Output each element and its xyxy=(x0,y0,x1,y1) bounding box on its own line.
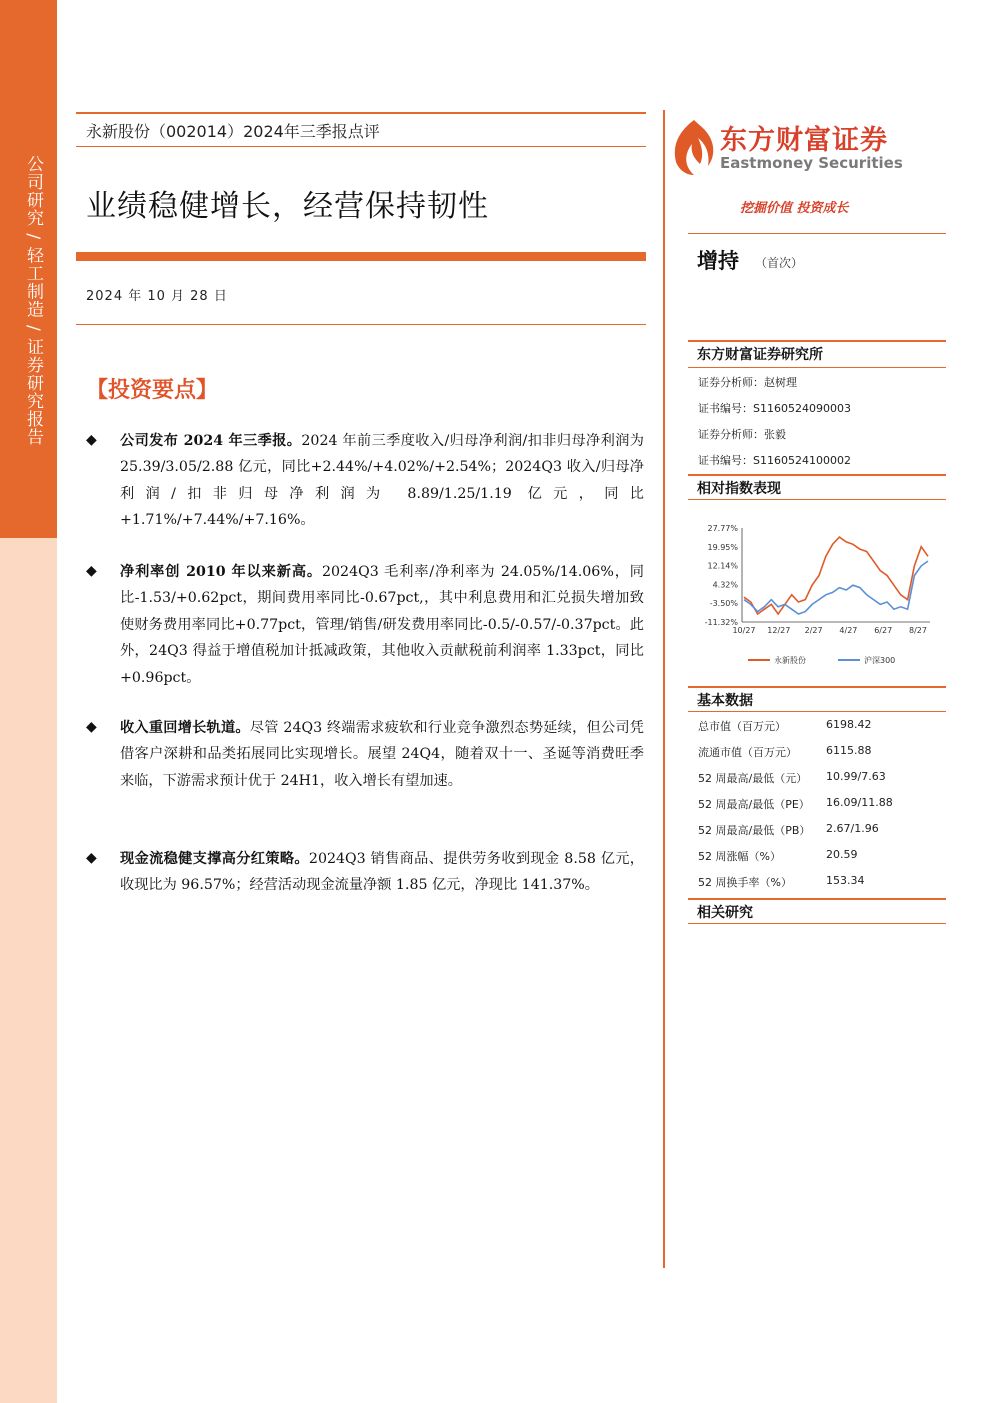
bullet-body xyxy=(120,428,644,534)
y-tick-label: -11.32% xyxy=(704,618,738,627)
bullet-text: 2024 年前三季度收入/归母净利润/扣非归母净利润为 25.39/3.05/2.88 亿元，同比+2.44%/+4.02%/+2.54%；2024Q3 收入/归母净利润/扣非归母净利润为 8.89/1.25/1.19 亿元，同比+1.71%/+7.44%/+7.16%。 xyxy=(120,433,644,529)
y-tick-label: 19.95% xyxy=(707,542,738,552)
analyst-line: 证券分析师：张毅 xyxy=(698,428,786,441)
title-bar xyxy=(76,252,646,261)
y-tick-label: 4.32% xyxy=(712,580,738,590)
analyst-line: 证书编号：S1160524100002 xyxy=(698,454,851,467)
bullet-text: 2024Q3 毛利率/净利率为 24.05%/14.06%，同比-1.53/+0.62pct，期间费用率同比-0.67pct,，其中利息费用和汇兑损失增加致使财务费用率同比+0.77pct，管理/销售/研发费用率同比-0.5/-0.57/-0.37pct。此外，24Q3 得益于增值税加计抵减政策，其他收入贡献税前利润率 1.33pct，同比+0.96pct。 xyxy=(120,564,644,686)
institute-rule-thin xyxy=(688,367,946,368)
basic-rule-thin xyxy=(688,711,946,712)
bullet-text: 2024Q3 销售商品、提供劳务收到现金 8.58 亿元，收现比为 96.57%；经营活动现金流量净额 1.85 亿元，净现比 141.37%。 xyxy=(120,851,644,894)
report-date: 2024 年 10 月 28 日 xyxy=(86,289,228,304)
basic-data-key: 52 周最高/最低（PB） xyxy=(698,824,811,837)
slogan-rule xyxy=(688,233,946,234)
page-title: 业绩稳健增长，经营保持韧性 xyxy=(86,189,489,224)
related-rule-thin xyxy=(688,923,946,924)
basic-data-key: 52 周换手率（%） xyxy=(698,876,792,889)
analyst-line: 证券分析师：赵树理 xyxy=(698,376,797,389)
basic-data-key: 52 周最高/最低（PE） xyxy=(698,798,810,811)
perf-rule-thin xyxy=(688,499,946,500)
bullet-item xyxy=(86,846,644,899)
basic-data-row xyxy=(698,770,886,786)
x-tick-label: 12/27 xyxy=(767,626,791,635)
sidebar-category: 公司研究 / 轻工制造 / 证券研究报告 xyxy=(23,155,43,447)
institute-title: 东方财富证券研究所 xyxy=(697,347,823,363)
bullet-body xyxy=(120,715,644,794)
brand-name-cn: 东方财富证券 xyxy=(720,125,888,156)
x-tick-label: 8/27 xyxy=(909,626,927,635)
header-rule-thin xyxy=(76,146,646,147)
sidebar-band-lower xyxy=(0,538,57,1403)
basic-data-key: 52 周涨幅（%） xyxy=(698,850,781,863)
perf-rule xyxy=(688,474,946,476)
report-subtitle: 永新股份（002014）2024年三季报点评 xyxy=(86,122,380,141)
bullet-text: 尽管 24Q3 终端需求疲软和行业竞争激烈态势延续，但公司凭借客户深耕和品类拓展同比实现增长。展望 24Q4，随着双十一、圣诞等消费旺季来临，下游需求预计优于 24H1，收入增长有望加速。 xyxy=(120,720,644,789)
y-tick-label: 12.14% xyxy=(707,561,738,571)
bullet-lead: 现金流稳健支撑高分红策略。 xyxy=(120,851,309,867)
institute-rule xyxy=(688,340,946,342)
diamond-bullet-icon: ◆ xyxy=(86,563,97,579)
brand-logo xyxy=(670,118,920,180)
analyst-line: 证书编号：S1160524090003 xyxy=(698,402,851,415)
bullet-item xyxy=(86,428,644,534)
bullet-lead: 公司发布 2024 年三季报。 xyxy=(120,433,302,449)
related-title: 相关研究 xyxy=(697,905,753,921)
basic-data-row xyxy=(698,822,879,838)
bullet-item xyxy=(86,715,644,794)
legend-label: 沪深300 xyxy=(864,656,896,665)
x-tick-label: 4/27 xyxy=(839,626,858,635)
y-tick-label: 27.77% xyxy=(707,524,738,533)
basic-data-value: 10.99/7.63 xyxy=(826,770,886,783)
related-rule xyxy=(688,898,946,900)
basic-data-value: 6198.42 xyxy=(826,718,872,731)
series-line-stock xyxy=(744,537,928,614)
basic-data-value: 2.67/1.96 xyxy=(826,822,879,835)
basic-data-value: 16.09/11.88 xyxy=(826,796,893,809)
basic-data-key: 总市值（百万元） xyxy=(698,720,786,733)
bullet-lead: 收入重回增长轨道。 xyxy=(120,720,250,736)
header-rule xyxy=(76,112,646,114)
diamond-bullet-icon: ◆ xyxy=(86,432,97,448)
basic-data-value: 6115.88 xyxy=(826,744,872,757)
rating-label: 增持 xyxy=(697,249,739,273)
brand-name-en: Eastmoney Securities xyxy=(720,154,903,172)
performance-chart xyxy=(690,512,940,672)
column-divider xyxy=(663,110,665,1268)
basic-data-row xyxy=(698,744,872,760)
diamond-bullet-icon: ◆ xyxy=(86,850,97,866)
basic-data-row xyxy=(698,874,865,890)
basic-title: 基本数据 xyxy=(697,693,753,709)
basic-data-row xyxy=(698,718,872,734)
date-rule xyxy=(76,324,646,325)
basic-data-key: 流通市值（百万元） xyxy=(698,746,797,759)
y-tick-label: -3.50% xyxy=(709,599,738,609)
rating-note: （首次） xyxy=(755,256,804,270)
basic-data-value: 20.59 xyxy=(826,848,858,861)
section-title: 【投资要点】 xyxy=(86,377,219,403)
bullet-body xyxy=(120,846,644,899)
basic-rule xyxy=(688,686,946,688)
basic-data-row xyxy=(698,796,893,812)
basic-data-key: 52 周最高/最低（元） xyxy=(698,772,808,785)
legend-label: 永新股份 xyxy=(774,656,806,665)
x-tick-label: 2/27 xyxy=(804,626,823,635)
brand-slogan: 挖掘价值 投资成长 xyxy=(740,201,849,216)
bullet-body xyxy=(120,559,644,691)
basic-data-value: 153.34 xyxy=(826,874,865,887)
bullet-item xyxy=(86,559,644,691)
perf-title: 相对指数表现 xyxy=(697,481,781,497)
flame-icon xyxy=(670,118,716,176)
bullet-lead: 净利率创 2010 年以来新高。 xyxy=(120,564,322,580)
x-tick-label: 6/27 xyxy=(874,626,893,635)
basic-data-row xyxy=(698,848,858,864)
x-tick-label: 10/27 xyxy=(732,626,756,635)
diamond-bullet-icon: ◆ xyxy=(86,719,97,735)
